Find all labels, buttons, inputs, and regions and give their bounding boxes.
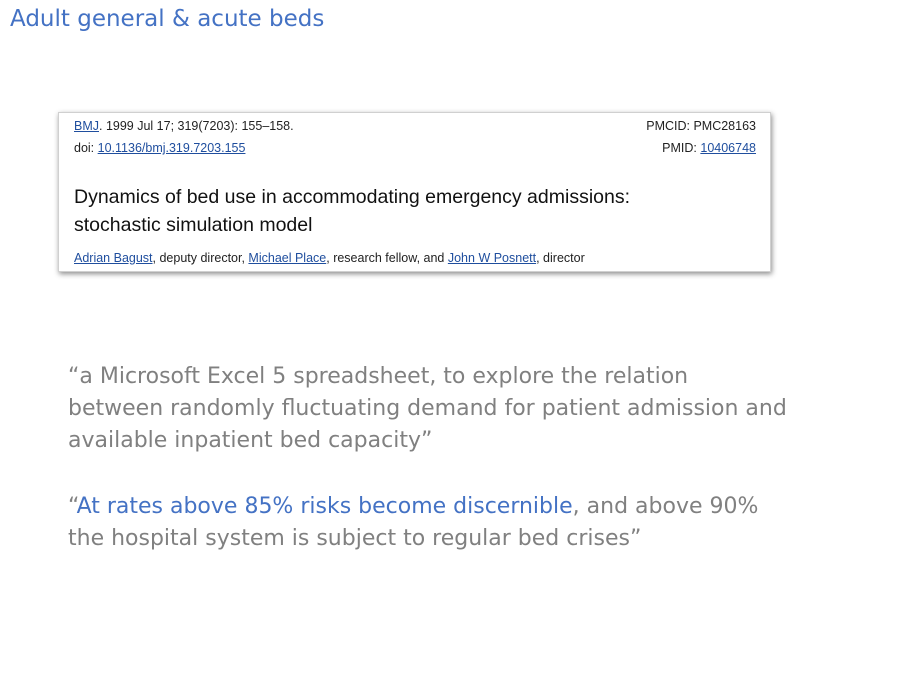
- quote-occupancy-risk: [68, 491, 788, 555]
- citation-card: [58, 112, 771, 272]
- journal-details: . 1999 Jul 17; 319(7203): 155–158.: [99, 119, 294, 133]
- quote-highlight: At rates above 85% risks become discernible: [76, 494, 573, 519]
- author-link[interactable]: Michael Place: [248, 251, 327, 265]
- quote-excel-model: “a Microsoft Excel 5 spreadsheet, to explore the relation between randomly fluctuating demand for patient admission and available inpatient bed capacity”: [68, 364, 787, 453]
- quote-open-mark: “: [68, 494, 77, 519]
- doi-label: doi:: [74, 141, 98, 155]
- slide-title: Adult general & acute beds: [10, 6, 325, 32]
- pmid-link[interactable]: 10406748: [700, 141, 756, 155]
- journal-citation: [74, 119, 294, 133]
- quote-rest: , and above 90% the hospital system is subject to regular bed crises”: [68, 494, 759, 551]
- author-link[interactable]: John W Posnett: [447, 251, 537, 265]
- pmcid: PMCID: PMC28163: [646, 119, 756, 133]
- pmid-label: PMID:: [662, 141, 701, 155]
- author-role: , director: [536, 251, 585, 265]
- article-title: Dynamics of bed use in accommodating emergency admissions: stochastic simulation model: [74, 186, 631, 236]
- author-list: [74, 251, 585, 265]
- doi-link[interactable]: 10.1136/bmj.319.7203.155: [97, 141, 246, 155]
- citation-header-row: [74, 119, 756, 133]
- author-link[interactable]: Adrian Bagust: [74, 251, 153, 265]
- citation-ids-row: [74, 141, 756, 155]
- pmid: [662, 141, 756, 155]
- journal-link[interactable]: BMJ: [74, 119, 99, 133]
- author-role: , research fellow, and: [326, 251, 448, 265]
- author-role: , deputy director,: [152, 251, 249, 265]
- doi: [74, 141, 245, 155]
